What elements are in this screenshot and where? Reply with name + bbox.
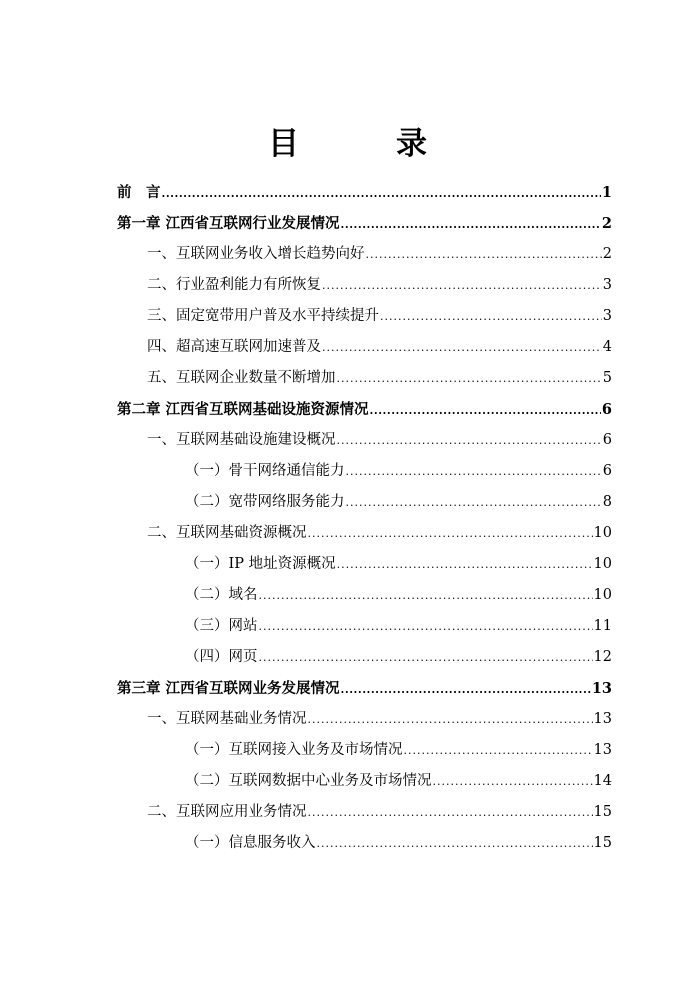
toc-entry-label: （二）互联网数据中心业务及市场情况 [185,773,432,789]
toc-entry[interactable] [117,394,612,425]
toc-entry[interactable] [147,797,612,828]
toc-entry-label: 二、互联网基础资源概况 [147,525,307,541]
toc-entry[interactable] [147,270,612,301]
toc-entry-page-number: 13 [593,711,612,727]
toc-entry-page-number: 11 [593,618,612,634]
toc-entry[interactable] [185,642,612,673]
toc-entry[interactable] [147,704,612,735]
toc-dot-leader [346,487,602,518]
toc-dot-leader [308,704,593,735]
toc-entry-label: 第三章 江西省互联网业务发展情况 [117,680,340,697]
toc-entry-page-number: 13 [591,680,612,697]
toc-entry-page-number: 2 [602,246,612,262]
toc-entry-page-number: 6 [601,401,612,418]
toc-entry-label: 三、固定宽带用户普及水平持续提升 [147,308,379,324]
toc-entry[interactable] [117,208,612,239]
toc-dot-leader [433,766,593,797]
toc-entry[interactable] [185,549,612,580]
toc-dot-leader [380,301,602,332]
toc-dot-leader [346,456,602,487]
toc-entry-label: 第二章 江西省互联网基础设施资源情况 [117,401,369,418]
toc-entry-page-number: 15 [593,804,612,820]
toc-entry-label: 前 言 [117,184,161,201]
toc-entry[interactable] [147,239,612,270]
toc-entry[interactable] [185,487,612,518]
toc-entry-page-number: 6 [602,463,612,479]
toc-entry-label: 四、超高速互联网加速普及 [147,339,321,355]
toc-entry[interactable] [147,518,612,549]
toc-entry-page-number: 1 [601,184,612,201]
toc-entry-label: （一）信息服务收入 [185,835,316,851]
toc-dot-leader [337,549,593,580]
toc-entry-label: 一、互联网业务收入增长趋势向好 [147,246,365,262]
toc-entry[interactable] [147,301,612,332]
toc-entry-label: （二）域名 [185,587,258,603]
toc-dot-leader [317,828,593,859]
toc-entry-page-number: 6 [602,432,612,448]
toc-dot-leader [366,239,602,270]
toc-dot-leader [404,735,593,766]
toc-dot-leader [308,518,593,549]
toc-entry[interactable] [185,766,612,797]
toc-entry-page-number: 14 [593,773,612,789]
toc-entry-page-number: 10 [593,587,612,603]
toc-entry[interactable] [185,828,612,859]
toc-dot-leader [341,674,591,705]
toc-entry-label: 第一章 江西省互联网行业发展情况 [117,215,340,232]
toc-entry-page-number: 15 [593,835,612,851]
toc-dot-leader [162,178,601,209]
toc-dot-leader [308,797,593,828]
toc-entry-label: （一）IP 地址资源概况 [185,556,336,572]
toc-entry[interactable] [147,425,612,456]
toc-dot-leader [337,425,602,456]
toc-entry[interactable] [147,363,612,394]
toc-entry-page-number: 2 [601,215,612,232]
toc-entry[interactable] [117,177,612,208]
toc-entry[interactable] [185,611,612,642]
toc-entry-page-number: 10 [593,525,612,541]
toc-dot-leader [259,580,593,611]
toc-dot-leader [370,395,601,426]
toc-dot-leader [341,209,601,240]
toc-entry-label: （二）宽带网络服务能力 [185,494,345,510]
toc-entry-page-number: 10 [593,556,612,572]
toc-entry-label: （一）骨干网络通信能力 [185,463,345,479]
toc-entry[interactable] [185,580,612,611]
toc-dot-leader [337,363,602,394]
toc-entry[interactable] [185,456,612,487]
toc-entry-label: 一、互联网基础设施建设概况 [147,432,336,448]
toc-entry-label: 五、互联网企业数量不断增加 [147,370,336,386]
toc-entry-page-number: 8 [602,494,612,510]
toc-dot-leader [322,270,602,301]
toc-entry-label: 二、行业盈利能力有所恢复 [147,277,321,293]
toc-dot-leader [322,332,602,363]
toc-dot-leader [259,611,593,642]
page-title: 目 录 [268,126,460,162]
toc-entry-label: （三）网站 [185,618,258,634]
toc-entry-page-number: 12 [593,649,612,665]
toc-entry-label: （一）互联网接入业务及市场情况 [185,742,403,758]
toc-entry-page-number: 5 [602,370,612,386]
toc-entry-page-number: 13 [593,742,612,758]
toc-entry-page-number: 3 [602,308,612,324]
toc-entry[interactable] [117,673,612,704]
toc-entry[interactable] [147,332,612,363]
toc-entry-page-number: 3 [602,277,612,293]
toc-dot-leader [259,642,593,673]
toc-entry-label: 二、互联网应用业务情况 [147,804,307,820]
toc-entry-label: 一、互联网基础业务情况 [147,711,307,727]
toc-entry-label: （四）网页 [185,649,258,665]
toc-entry-page-number: 4 [602,339,612,355]
toc-entry[interactable] [185,735,612,766]
